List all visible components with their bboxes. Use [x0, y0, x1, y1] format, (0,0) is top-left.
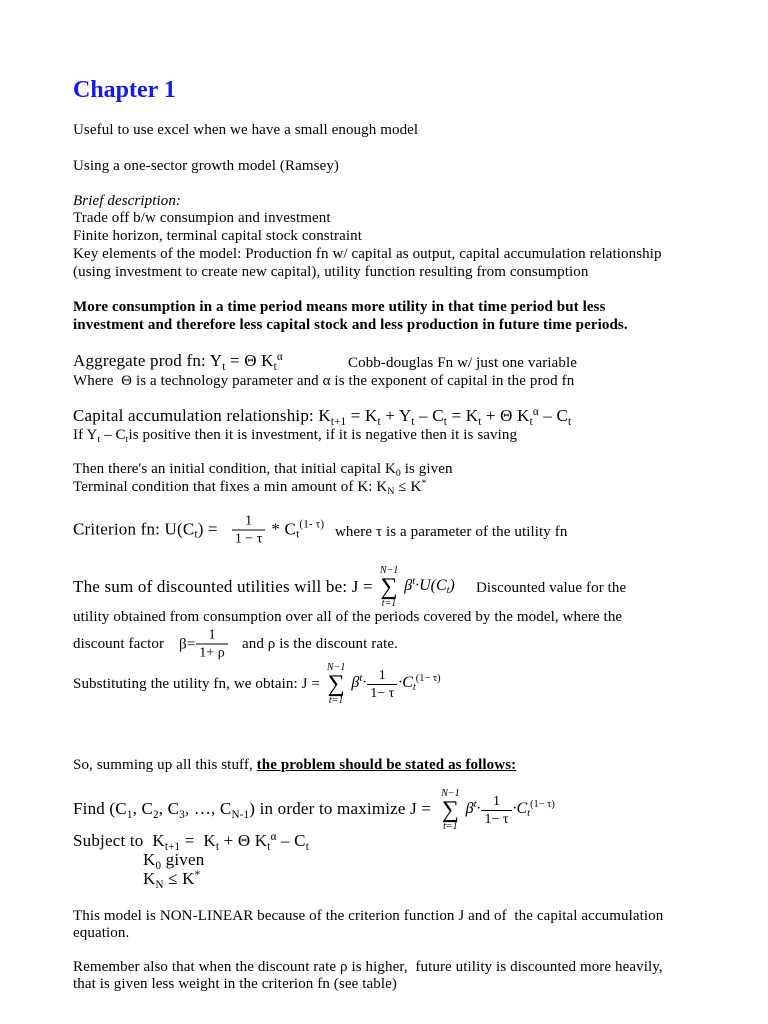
subscript: N-1 — [231, 808, 250, 821]
formula-text: , C — [158, 799, 180, 818]
constraint-terminal-capital — [143, 869, 200, 891]
formula-text: is positive then it is investment, if it is negative then it is saving — [128, 427, 518, 443]
formula-text: = K — [447, 406, 479, 425]
formula-text: If Y — [73, 427, 98, 443]
formula-text: ·C — [512, 800, 528, 817]
superscript: α — [276, 350, 283, 363]
discounted-value-note: Discounted value for the — [476, 580, 627, 596]
formula-text: Subject to K — [73, 831, 165, 850]
superscript: α — [532, 405, 539, 418]
summation-lower-limit: t=1 — [443, 821, 458, 832]
formula-text: Then there's an initial condition, that initial capital K — [73, 461, 396, 477]
summation-upper-limit: N−1 — [379, 565, 399, 576]
formula-text: = Θ K — [225, 351, 274, 370]
subscript: 0 — [395, 468, 401, 480]
formula-text: = K — [180, 831, 216, 850]
superscript: t — [473, 799, 477, 811]
formula-text: ·U(C — [415, 577, 447, 594]
key-point-line: More consumption in a time period means more utility in that time period but less — [73, 299, 606, 315]
formula-text: – C — [100, 427, 126, 443]
summary-intro: So, summing up all this stuff, — [73, 757, 257, 773]
production-function — [73, 351, 283, 373]
formula-text: β — [465, 800, 474, 817]
subscript: t — [377, 415, 381, 428]
subscript: t — [529, 415, 533, 428]
formula-text: The sum of discounted utilities will be: J = — [73, 577, 373, 596]
formula-text: Find (C — [73, 799, 127, 818]
fraction-denominator: 1 − τ — [232, 530, 266, 547]
formula-text: Substituting the utility fn, we obtain: J = — [73, 676, 320, 692]
subscript: 1 — [126, 808, 133, 821]
nonlinear-note-line: equation. — [73, 925, 130, 941]
criterion-rhs — [271, 519, 324, 541]
problem-objective — [73, 788, 555, 832]
superscript: (1− τ) — [530, 799, 555, 811]
fraction — [232, 514, 266, 547]
subscript: t — [305, 840, 309, 853]
summation — [327, 662, 345, 706]
formula-text: , C — [132, 799, 154, 818]
chapter-title: Chapter 1 — [73, 77, 176, 103]
subscript: t — [125, 434, 129, 446]
discount-term — [466, 800, 481, 820]
nonlinear-note-line: This model is NON-LINEAR because of the criterion function J and of the capital accumulation — [73, 908, 664, 924]
subscript: N — [387, 486, 395, 498]
subscript: t — [215, 840, 220, 853]
brief-description-heading: Brief description: — [73, 193, 182, 209]
subscript: t+1 — [330, 415, 347, 428]
brief-item: Trade off b/w consumpion and investment — [73, 210, 331, 226]
subscript: t — [267, 840, 271, 853]
fraction-denominator: 1− τ — [481, 810, 511, 827]
discounted-value-continuation: utility obtained from consumption over all of the periods covered by the model, where the — [73, 609, 623, 625]
fraction — [481, 794, 511, 827]
discounted-sum-formula — [73, 565, 455, 609]
formula-text: Terminal condition that fixes a min amount of K: K — [73, 479, 388, 495]
substituted-objective — [73, 662, 441, 706]
superscript: (1- τ) — [299, 518, 325, 531]
subscript: t — [194, 528, 198, 541]
formula-text: ) — [449, 577, 455, 594]
summation-term — [404, 577, 455, 597]
subscript: t+1 — [164, 840, 181, 853]
power-term — [398, 674, 440, 694]
summation-symbol: ∑ — [380, 574, 398, 600]
fraction-numerator: 1 — [492, 793, 500, 809]
formula-text: ≤ K — [163, 869, 195, 888]
summation — [380, 565, 398, 609]
excel-note: Useful to use excel when we have a small enough model — [73, 122, 419, 138]
fraction-numerator: 1 — [245, 513, 253, 529]
cobb-douglas-note: Cobb-douglas Fn w/ just one variable — [348, 355, 577, 371]
subscript: t — [446, 585, 450, 597]
summation-lower-limit: t=1 — [381, 598, 397, 609]
brief-item: Key elements of the model: Production fn w/ capital as output, capital accumulation relationship — [73, 246, 662, 262]
superscript: * — [194, 868, 201, 881]
subscript: 3 — [179, 808, 185, 821]
subscript: 0 — [155, 859, 162, 872]
brief-item: Finite horizon, terminal capital stock constraint — [73, 228, 362, 244]
key-point-line: investment and therefore less capital stock and less production in future time periods. — [73, 317, 628, 333]
formula-text: , …, C — [184, 799, 232, 818]
power-term — [513, 800, 555, 820]
formula-text: ·C — [398, 674, 413, 691]
formula-text: is given — [400, 461, 453, 477]
formula-text: – C — [276, 831, 306, 850]
subscript: t — [411, 415, 415, 428]
formula-text: + Y — [380, 406, 412, 425]
subscript: t — [412, 682, 416, 694]
discount-factor-label: discount factor — [73, 636, 165, 652]
formula-text: ) in order to maximize J = — [249, 799, 432, 818]
summation — [441, 788, 459, 832]
objective-text — [73, 799, 431, 821]
subscript: N — [155, 878, 164, 891]
model-note: Using a one-sector growth model (Ramsey) — [73, 158, 340, 174]
fraction-numerator: 1 — [208, 627, 216, 643]
summation-upper-limit: N−1 — [441, 788, 460, 799]
subscript: t — [443, 415, 448, 428]
formula-text: – C — [414, 406, 444, 425]
discount-effect-line: Remember also that when the discount rate ρ is higher, future utility is discounted more heavily, — [73, 959, 663, 975]
formula-text: Criterion fn: U(C — [73, 519, 195, 538]
formula-text: · — [362, 674, 367, 691]
terminal-condition-line — [73, 478, 426, 498]
formula-text: · — [476, 800, 481, 817]
superscript: t — [359, 673, 363, 685]
superscript: * — [421, 477, 427, 489]
subscript: 2 — [153, 808, 159, 821]
subscript: t — [273, 360, 277, 373]
investment-saving-line — [73, 426, 517, 446]
summary-line — [73, 756, 516, 774]
discount-effect-line: that is given less weight in the criterion fn (see table) — [73, 976, 397, 992]
initial-condition-line — [73, 460, 453, 480]
fraction-numerator: 1 — [378, 667, 386, 683]
subscript: t — [478, 415, 482, 428]
superscript: α — [270, 830, 277, 843]
formula-text: ) = — [197, 519, 218, 538]
subscript: t — [296, 528, 300, 541]
summation-symbol: ∑ — [441, 797, 459, 823]
criterion-lhs — [73, 519, 218, 541]
brief-item: (using investment to create new capital), utility function resulting from consumption — [73, 264, 589, 280]
subscript: t — [222, 360, 226, 373]
subscript: t — [97, 434, 101, 446]
formula-text: β= — [179, 636, 196, 652]
formula-text: ≤ K — [394, 479, 422, 495]
fraction-denominator: 1− τ — [367, 684, 397, 701]
production-where-line: Where Θ is a technology parameter and α is the exponent of capital in the prod fn — [73, 373, 575, 389]
criterion-function — [73, 514, 324, 547]
formula-text: * C — [271, 519, 297, 538]
fraction-denominator: 1+ ρ — [196, 644, 227, 661]
discount-factor-formula — [179, 628, 234, 661]
formula-text: Capital accumulation relationship: K — [73, 406, 331, 425]
formula-text: β — [404, 577, 413, 594]
superscript: (1− τ) — [415, 673, 441, 685]
formula-text: β — [351, 674, 360, 691]
formula-text: Aggregate prod fn: Y — [73, 351, 223, 370]
capital-accumulation-formula — [73, 406, 571, 428]
formula-text: given — [161, 850, 205, 869]
summation-upper-limit: N−1 — [326, 662, 346, 673]
formula-text: – C — [538, 406, 568, 425]
formula-text: = K — [346, 406, 378, 425]
formula-text: + Θ K — [481, 406, 530, 425]
formula-text: + Θ K — [219, 831, 268, 850]
fraction — [367, 668, 397, 701]
superscript: t — [412, 576, 416, 588]
criterion-note: where τ is a parameter of the utility fn — [335, 524, 568, 540]
formula-text: K — [143, 869, 156, 888]
subscript: t — [568, 415, 572, 428]
discount-rate-note: and ρ is the discount rate. — [242, 636, 398, 652]
summation-lower-limit: t=1 — [328, 695, 344, 706]
subscript: t — [527, 808, 531, 820]
formula-text: K — [143, 850, 156, 869]
fraction — [196, 628, 227, 661]
discount-term — [351, 674, 366, 694]
summary-emphasis: the problem should be stated as follows: — [256, 757, 517, 773]
summation-symbol: ∑ — [327, 671, 345, 697]
